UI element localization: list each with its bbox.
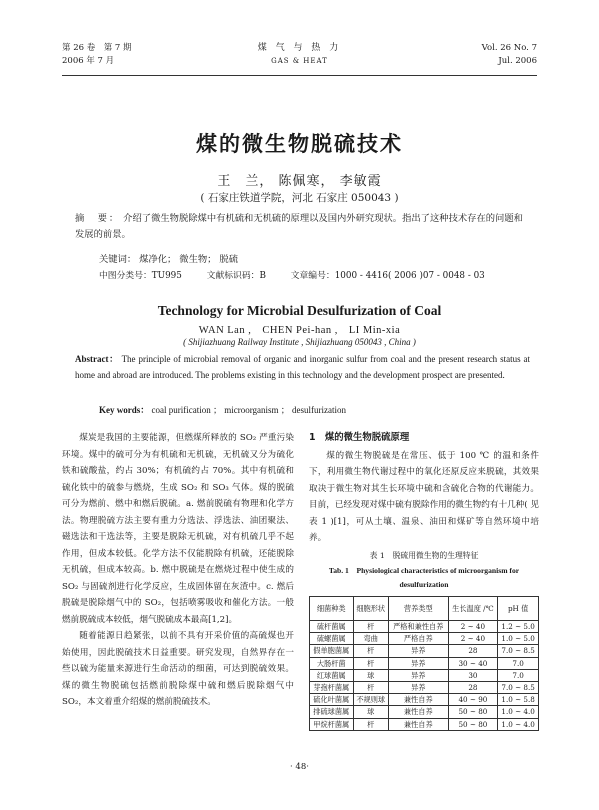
- table-cell: 异养: [388, 657, 448, 669]
- keywords-en-label: Key words：: [99, 405, 150, 415]
- table-cell: 杆: [353, 621, 388, 633]
- table-header-cell: 营养类型: [388, 597, 448, 621]
- table-cell: 甲烷杆菌属: [310, 718, 354, 730]
- abstract-cn-label: 摘 要：: [75, 213, 121, 224]
- table-cell: 严格自养: [388, 633, 448, 645]
- abstract-en-text: The principle of microbial removal of organic and inorganic sulfur from coal and the present research status at home and abroad are introduced. The problems existing in this technology and the development prospect are presented.: [75, 354, 530, 380]
- table-cell: 7.0: [498, 657, 539, 669]
- table-cell: 球: [353, 706, 388, 718]
- header-volume: 第 26 卷 第 7 期: [62, 43, 132, 53]
- table-cell: 异养: [388, 645, 448, 657]
- intro-paragraph-2: 随着能源日趋紧张，以前不具有开采价值的高硫煤也开始使用，因此脱硫技术日益重要。研究发现，自然界存在一些以硫为能量来源进行生命活动的细菌，可达到脱硫效果。煤的微生物脱硫包括燃前脱除煤中硫和燃后脱除烟气中 SO₂，本文着重介绍煤的燃前脱硫技术。: [62, 631, 294, 707]
- article-meta-cn: [99, 268, 539, 281]
- table-caption-en: Tab. 1 Physiological characteristics of microorganism for desulfurization: [328, 566, 520, 589]
- abstract-en-label: Abstract：: [75, 354, 119, 364]
- journal-name-en: GAS & HEAT: [271, 57, 328, 65]
- article-title-en: Technology for Microbial Desulfurization of Coal: [157, 303, 442, 318]
- table-body: [310, 621, 539, 731]
- table-row: [310, 694, 539, 706]
- table-cell: 2 ~ 40: [448, 621, 498, 633]
- table-cell: 杆: [353, 657, 388, 669]
- table-cell: 2 ~ 40: [448, 633, 498, 645]
- authors-en: WAN Lan , CHEN Pei-han , LI Min-xia: [198, 325, 401, 336]
- table-cell: 硫螺菌属: [310, 633, 354, 645]
- section-1-text: 煤的微生物脱硫是在常压、低于 100 ℃ 的温和条件下，利用微生物代谢过程中的氧化还原反应来脱硫，其效果取决于微生物对其生长环境中硫和含硫化合物的代谢能力。目前，已经发现对煤中硫有脱除作用的微生物约有十几种( 见表 1 )[1]，可从土壤、温泉、油田和煤矿等自然环境中培养。: [309, 450, 539, 543]
- article-title-cn: 煤的微生物脱硫技术: [196, 132, 403, 156]
- table-cell: 40 ~ 90: [448, 694, 498, 706]
- running-header: [62, 42, 537, 76]
- journal-name-cn: 煤 气 与 热 力: [257, 43, 342, 53]
- table-row: [310, 621, 539, 633]
- clc-number: 中图分类号：TU995: [99, 271, 182, 281]
- intro-paragraph-1: 煤炭是我国的主要能源，但燃煤所释放的 SO₂ 严重污染环境。煤中的硫可分为有机硫和无机硫，无机硫又分为硫化铁和硫酸盐，约占 30%；有机硫约占 70%。其中有机硫和硫化铁中的硫参与燃烧，生成 SO₂ 和 SO₃ 气体。煤的脱硫可分为燃前、燃中和燃后脱硫。a. 燃前脱硫有物理和化学方法。物理脱硫方法主要有重力分选法、浮选法、油团聚法、磁选法和干选法等，主要是脱除无机硫，对有机硫几乎不起作用，但成本较低。化学方法不仅能脱除有机硫，还能脱除无机硫，但成本较高。b. 燃中脱硫是在燃烧过程中使生成的 SO₂ 与固硫剂进行化学反应，生成固体留在灰渣中。c. 燃后脱硫是脱除烟气中的 SO₂，包括喷雾吸收和催化方法。一般燃前脱硫成本较低，烟气脱硫成本最高[1,2]。: [62, 433, 294, 625]
- table-header-cell: 生长温度 /℃: [448, 597, 498, 621]
- table-header-cell: pH 值: [498, 597, 539, 621]
- table-cell: 硫化叶菌属: [310, 694, 354, 706]
- table-caption-cn: 表 1 脱硫用微生物的生理特征: [369, 550, 479, 560]
- table-cell: 兼性自养: [388, 694, 448, 706]
- table-cell: 30: [448, 669, 498, 681]
- table-cell: 50 ~ 80: [448, 706, 498, 718]
- header-date-en: Jul. 2006: [498, 56, 537, 66]
- table-cell: 1.0 ~ 4.0: [498, 706, 539, 718]
- table-cell: 球: [353, 669, 388, 681]
- table-cell: 严格和兼性自养: [388, 621, 448, 633]
- header-center: [62, 42, 537, 68]
- table-cell: 芽孢杆菌属: [310, 681, 354, 693]
- table-row: [310, 681, 539, 693]
- abstract-cn: [75, 211, 530, 243]
- keywords-cn: 关键词： 煤净化； 微生物； 脱硫: [99, 254, 239, 265]
- abstract-cn-text: 介绍了微生物脱除煤中有机硫和无机硫的原理以及国内外研究现状。指出了这种技术存在的问题和发展的前景。: [75, 213, 523, 240]
- table-cell: 弯曲: [353, 633, 388, 645]
- table-cell: 硫杆菌属: [310, 621, 354, 633]
- table-row: [310, 657, 539, 669]
- table-cell: 假单胞菌属: [310, 645, 354, 657]
- table-row: [310, 669, 539, 681]
- body-left-column: [62, 430, 294, 711]
- keywords-en-text: coal purification ； microorganism ； desulfurization: [151, 405, 347, 415]
- page-number: · 48·: [290, 762, 309, 772]
- table-cell: 7.0 ~ 8.5: [498, 681, 539, 693]
- table-cell: 红球菌属: [310, 669, 354, 681]
- table-cell: 50 ~ 80: [448, 718, 498, 730]
- header-volume-en: Vol. 26 No. 7: [481, 43, 537, 53]
- table-cell: 7.0: [498, 669, 539, 681]
- table-cell: 30 ~ 40: [448, 657, 498, 669]
- table-cell: 1.2 ~ 5.0: [498, 621, 539, 633]
- table-cell: 杆: [353, 681, 388, 693]
- header-date-cn: 2006 年 7 月: [62, 56, 115, 66]
- keywords-en: [99, 403, 346, 416]
- section-heading-1: 1 煤的微生物脱硫原理: [309, 432, 410, 443]
- abstract-en: [75, 351, 530, 383]
- table-cell: 不规则球: [353, 694, 388, 706]
- table-cell: 大肠杆菌: [310, 657, 354, 669]
- table-cell: 杆: [353, 645, 388, 657]
- table-row: [310, 633, 539, 645]
- table-cell: 兼性自养: [388, 706, 448, 718]
- table-cell: 兼性自养: [388, 718, 448, 730]
- table-cell: 杆: [353, 718, 388, 730]
- affiliation-en: ( Shijiazhuang Railway Institute , Shijiazhuang 050043 , China ): [183, 337, 416, 347]
- article-number: 文章编号：1000 - 4416( 2006 )07 - 0048 - 03: [290, 271, 485, 281]
- table-cell: 1.0 ~ 4.0: [498, 718, 539, 730]
- table-cell: 28: [448, 681, 498, 693]
- table-cell: 28: [448, 645, 498, 657]
- table-cell: 排硫球菌属: [310, 706, 354, 718]
- table-row: [310, 718, 539, 730]
- table-row: [310, 645, 539, 657]
- authors-cn: 王 兰， 陈佩寒， 李敏霞: [217, 174, 382, 189]
- table-header-row: [310, 597, 539, 621]
- affiliation-cn: ( 石家庄铁道学院，河北 石家庄 050043 ): [200, 192, 399, 204]
- header-right: [482, 42, 537, 68]
- microorganism-table: [309, 596, 539, 731]
- body-right-column: [309, 430, 539, 731]
- table-cell: 1.0 ~ 5.8: [498, 694, 539, 706]
- table-row: [310, 706, 539, 718]
- document-code: 文献标识码：B: [206, 271, 266, 281]
- table-cell: 异养: [388, 669, 448, 681]
- table-header-cell: 细胞形状: [353, 597, 388, 621]
- table-cell: 异养: [388, 681, 448, 693]
- table-cell: 1.0 ~ 5.0: [498, 633, 539, 645]
- table-cell: 7.0 ~ 8.5: [498, 645, 539, 657]
- table-header-cell: 细菌种类: [310, 597, 354, 621]
